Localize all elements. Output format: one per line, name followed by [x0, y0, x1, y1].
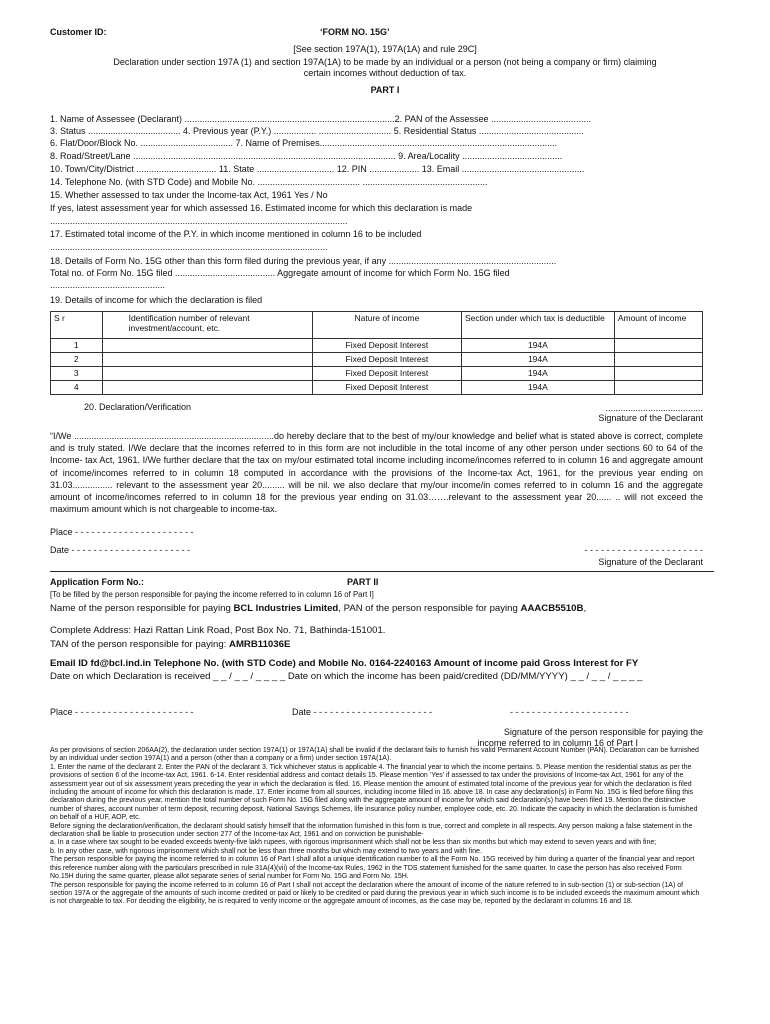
see-section-line: [See section 197A(1), 197A(1A) and rule 29C] [293, 44, 477, 54]
signature-label-2: Signature of the Declarant [598, 557, 703, 567]
declaration-line-1: Declaration under section 197A (1) and section 197A(1A) to be made by an individual or a person (not being a company or firm) claiming [113, 57, 657, 67]
part-2-signature-dashes: - - - - - - - - - - - - - - - - - - - - - - [510, 707, 629, 717]
date-received-line[interactable]: Date on which Declaration is received _ _ / _ _ / _ _ _ _ Date on which the income has been paid/credited (DD/MM/YYYY) _ _ / _ _ / _ _ _ _ [50, 671, 643, 682]
cell-nature: Fixed Deposit Interest [312, 367, 461, 381]
form-title: ‘FORM NO. 15G’ [320, 27, 390, 37]
cell-id [102, 353, 312, 367]
footnote-pan: As per provisions of section 206AA(2), the declaration under section 197A(1) or 197A(1A) shall be invalid if the declarant fails to furnish his valid Permanent Account Number (PAN). Declaration can be furnished by an individual under section 197A(1) and a person (other than a company or a firm) under section 197A(1A). [50, 747, 699, 763]
payer-tan-label: TAN of the person responsible for paying: [50, 639, 230, 650]
payer-signature-line-2: income referred to in column 16 of Part I [477, 738, 638, 748]
cell-amount [614, 367, 702, 381]
field-line-details-15g: 18. Details of Form No. 15G other than this form filed during the previous year, if any ................................................................... [50, 256, 557, 266]
income-details-table [50, 311, 703, 395]
part-1-heading: PART I [370, 85, 400, 95]
col-header-amount: Amount of income [614, 312, 702, 339]
footnote-false-statement: Before signing the declaration/verification, the declarant should satisfy himself that the information furnished in this form is true, correct and complete in all respects. Any person making a false statement in the declaration shall be liable to prosecution under section 277 of the Income-tax Act, 1961 and on conviction be punishable- [50, 822, 693, 839]
table-row [51, 353, 703, 367]
payer-name-label: Name of the person responsible for paying [50, 603, 234, 614]
field-line-details-income: 19. Details of income for which the declaration is filed [50, 295, 263, 305]
section-divider [50, 571, 714, 572]
cell-id [102, 367, 312, 381]
payer-address: Complete Address: Hazi Rattan Link Road, Post Box No. 71, Bathinda-151001. [50, 625, 386, 636]
col-header-id: Identification number of relevant investment/account, etc. [102, 312, 312, 339]
part-2-heading: PART II [347, 577, 379, 587]
payer-signature-line-1: Signature of the person responsible for paying the [503, 727, 703, 737]
signature-dashes: - - - - - - - - - - - - - - - - - - - - - - [584, 545, 703, 555]
payer-tan-line [50, 639, 290, 650]
part-2-place-field[interactable]: Place - - - - - - - - - - - - - - - - - - - - - - [50, 707, 194, 717]
cell-amount [614, 381, 702, 395]
cell-section: 194A [461, 339, 614, 353]
col-header-section: Section under which tax is deductible [461, 312, 614, 339]
field-line-estimated-total: 17. Estimated total income of the P.Y. in which income mentioned in column 16 to be included [50, 229, 422, 239]
footnote-b: b. In any other case, with rigorous imprisonment which shall not be less than three months but which may extend to two years and with fine. [50, 847, 482, 855]
payer-pan-value: AAACB5510B [520, 603, 584, 614]
table-row [51, 367, 703, 381]
footnote-a: a. In a case where tax sought to be evaded exceeds twenty-five lakh rupees, with rigorous imprisonment which shall not be less than six months but which may extend to seven years and with fine; [50, 839, 657, 847]
field-line-name-pan: 1. Name of Assessee (Declarant) ....................................................................................2. PAN of the Assessee ........................................ [50, 114, 592, 124]
col-header-nature: Nature of income [312, 312, 461, 339]
cell-id [102, 381, 312, 395]
footnote-not-accept: The person responsible for paying the income referred to in column 16 of Part I shall not accept the declaration where the amount of income of the nature referred to in sub-section (1) or sub-section (1A) of section 197A or the aggregate of the amounts of such income credited or paid or likely to be credited or paid during the previous year in which such income is to be included exceeds the maximum amount which is not chargeable to tax. For deciding the eligibility, he is required to verify income or the aggregate amount of incomes, as the case may be, reported by the declarant in columns 16 and 18. [50, 881, 700, 906]
cell-nature: Fixed Deposit Interest [312, 353, 461, 367]
part-2-note: [To be filled by the person responsible for paying the income referred to in column 16 of Part I] [50, 590, 374, 599]
payer-tan-value: AMRB11036E [229, 639, 291, 650]
payer-contact-line: Email ID fd@bcl.ind.in Telephone No. (with STD Code) and Mobile No. 0164-2240163 Amount of income paid Gross Interest for FY [50, 658, 639, 669]
table-row [51, 381, 703, 395]
footnote-unique-id: The person responsible for paying the income referred to in column 16 of Part I shall allot a unique identification number to all the Form No. 15G received by him during a quarter of the financial year and report this reference number along with the particulars prescribed in rule 31A(4)(vii) of the Income-tax Rules, 1962 in the TDS statement furnished for the same quarter. In case the person has also received Form No.15H during the same quarter, please allot separate series of serial number for Form No. 15G and Form No. 15H. [50, 856, 695, 881]
field-line-latest-year: If yes, latest assessment year for which assessed 16. Estimated income for which this declaration is made [50, 203, 473, 213]
payer-name-value: BCL Industries Limited [233, 603, 339, 614]
field-line-telephone: 14. Telephone No. (with STD Code) and Mobile No. ......................................... .................................................. [50, 177, 488, 187]
punctuation: , [583, 603, 587, 614]
cell-section: 194A [461, 381, 614, 395]
payer-pan-label: , PAN of the person responsible for paying [338, 603, 521, 614]
footnote-instructions: 1. Enter the name of the declarant 2. Enter the PAN of the declarant 3. Tick whichever status is applicable 4. The financial year to which the income pertains. 5. Please mention the residential status as per the provisions of section 6 of the Income-tax Act, 1961. 6-14. Enter residential address and contact details 15. Please mention ‘Yes’ if assessed to tax under the provisions of Income-tax Act, 1961 for any of the assessment year out of six assessment years preceding the year in which the declaration is filed. 16. Please mention the amount of estimated total income of the previous year for which the declaration is filed including the amount of income for which this declaration is made. 17. Enter income from all sources, including income filled in 16. above 18. In case any declaration(s) in Form No. 15G is filed before filing this declaration during the previous year, mention the total number of such Form No. 15G filed along with the aggregate amount of income for which said declaration(s) have been filed 19. Mention the distinctive number of shares, account number of term deposit, recurring deposit, National Savings Schemes, life insurance policy number, employee code, etc. 20. Indicate the capacity in which the declaration is furnished on behalf of a HUF, AOP, etc. [50, 763, 698, 822]
cell-sr: 2 [51, 353, 103, 367]
cell-id [102, 339, 312, 353]
cell-nature: Fixed Deposit Interest [312, 339, 461, 353]
table-row [51, 339, 703, 353]
cell-sr: 3 [51, 367, 103, 381]
declaration-line-2: certain incomes without deduction of tax. [303, 68, 467, 78]
cell-sr: 4 [51, 381, 103, 395]
place-field[interactable]: Place - - - - - - - - - - - - - - - - - - - - - - [50, 527, 194, 537]
customer-id-label: Customer ID: [50, 27, 107, 37]
date-field[interactable]: Date - - - - - - - - - - - - - - - - - - - - - - [50, 545, 190, 555]
application-form-no: Application Form No.: [50, 577, 144, 587]
cell-nature: Fixed Deposit Interest [312, 381, 461, 395]
signature-label: Signature of the Declarant [598, 413, 703, 423]
field-line-town: 10. Town/City/District ................................ 11. State ............................... 12. PIN .................... 13. Email ................................................. [50, 164, 585, 174]
field-line-status: 3. Status ..................................... 4. Previous year (P.Y.) ................. ............................. 5. Residential Status .......................................... [50, 126, 584, 136]
field-line-assessed: 15. Whether assessed to tax under the Income-tax Act, 1961 Yes / No [50, 190, 328, 200]
cell-amount [614, 353, 702, 367]
footnotes [50, 747, 704, 907]
signature-dots: ....................................... [605, 403, 703, 413]
dotted-line: ............................................................................................................... [50, 242, 328, 252]
cell-sr: 1 [51, 339, 103, 353]
field-line-road: 8. Road/Street/Lane ......................................................................................................... 9. Area/Locality ........................................ [50, 151, 563, 161]
cell-section: 194A [461, 367, 614, 381]
payer-name-line [50, 603, 586, 614]
field-line-flat: 6. Flat/Door/Block No. ..................................... 7. Name of Premises............................................................................................... [50, 138, 558, 148]
field-line-total-15g: Total no. of Form No. 15G filed ........................................ Aggregate amount of income for which Form No. 15G filed [50, 268, 510, 278]
table-header-row [51, 312, 703, 339]
cell-section: 194A [461, 353, 614, 367]
col-header-sr: S r [51, 312, 103, 339]
cell-amount [614, 339, 702, 353]
declaration-body: “I/We ................................................................................do hereby declare that to the best of my/our knowledge and belief what is stated above is correct, complete and is truly stated. I/We declare that the incomes referred to in this form are not includible in the total income of any other person under sections 60 to 64 of the Income- tax Act, 1961. I/We further declare that the tax on my/our estimated total income including income/incomes referred to in column 16 and aggregate amount of income/incomes referred to in column 18 computed in accordance with the provisions of the Income-tax Act, 1961, for the previous year ending on 31.03................ relevant to the assessment year 20......... will be nil. we also declare that my/our income/in comes referred to in column 16 and the aggregate amount of income/incomes referred to in column 18 for the previous year ending on 31.03…….relevant to the assessment year 20...... .. will not exceed the maximum amount which is not chargeable to income-tax. [50, 431, 703, 515]
dotted-line: .............................................. [50, 280, 166, 290]
verification-title: 20. Declaration/Verification [84, 402, 192, 412]
dotted-line: ....................................................................................................................... [50, 216, 348, 226]
part-2-date-field[interactable]: Date - - - - - - - - - - - - - - - - - - - - - - [292, 707, 432, 717]
